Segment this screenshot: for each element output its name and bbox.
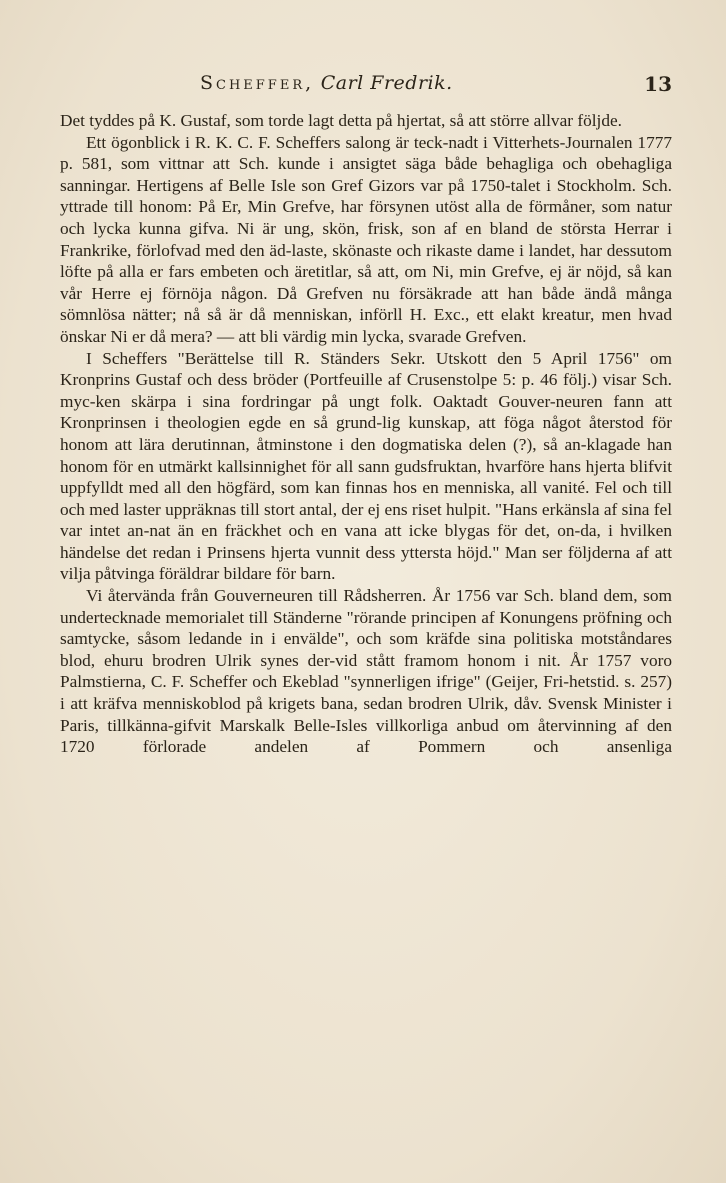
running-head bbox=[200, 72, 453, 94]
running-head-given-names: Carl Fredrik. bbox=[320, 72, 453, 94]
paragraph: Ett ögonblick i R. K. C. F. Scheffers salong är teck-nadt i Vitterhets-Journalen 1777 p. 581, som vittnar att Sch. kunde i ansigtet säga både behagliga och obehagliga sanningar. Hertigens af Belle Isle son Gref Gizors var på 1750-talet i Stockholm. Sch. yttrade till honom: På Er, Min Grefve, har försynen utöst alla de förmåner, som natur och lycka kunna gifva. Ni är ung, skön, frisk, son af en bland de största Herrar i Frankrike, förlofvad med den äd-laste, skönaste och rikaste dame i landet, har dessutom löfte på alla er fars embeten och äretitlar, så att, om Ni, min Grefve, ej är nöjd, så kan vår Herre ej förnöja någon. Då Grefven nu försäkrade att han både ändå många sömnlösa nätter; nå så är då menniskan, införll H. Exc., ett elakt kreatur, men hvad önskar Ni er då mera? — att bli värdig min lycka, svarade Grefven. bbox=[60, 132, 672, 346]
paragraph: Vi återvända från Gouverneuren till Rådsherren. År 1756 var Sch. bland dem, som undertecknade memorialet till Ständerne "rörande principen af Konungens pröfning och samtycke, såsom ledande in i envälde", och som kräfde sina politiska motståndares blod, ehuru brodren Ulrik synes der-vid stått framom honom i nit. År 1757 voro Palmstierna, C. F. Scheffer och Ekeblad "synnerligen ifrige" (Geijer, Fri-hetstid. s. 257) i att kräfva menniskoblod på krigets bana, sedan brodren Ulrik, dåv. Svensk Minister i Paris, tillkänna-gifvit Marskalk Belle-Isles villkorliga anbud om återvinning af den 1720 förlorade andelen af Pommern och ansenliga bbox=[60, 586, 672, 757]
body-text bbox=[60, 110, 672, 758]
running-head-surname: Scheffer, bbox=[200, 72, 315, 94]
paragraph: Det tyddes på K. Gustaf, som torde lagt detta på hjertat, så att större allvar följde. bbox=[60, 111, 622, 130]
paragraph: I Scheffers "Berättelse till R. Ständers Sekr. Utskott den 5 April 1756" om Kronprins Gustaf och dess bröder (Portfeuille af Crusenstolpe 5: p. 46 följ.) visar Sch. myc-ken skärpa i sina fordringar på ungt folk. Oaktadt Gouver-neuren fann att Kronprinsen i theologien egde en så grund-lig kunskap, att föga något återstod för honom att lära derutinnan, åtminstone i den dogmatiska delen (?), så an-klagade han honom för en utmärkt kallsinnighet för all sann gudsfruktan, hvarföre hans hjerta blifvit uppfylldt med all den högfärd, som kan finnas hos en menniska, all vanité. Fel och till och med laster uppräknas till stort antal, der ej ens riset hulpit. "Hans erkänsla af sina fel var intet an-nat än en fräckhet och en vana att icke blygas för det, on-da, i hvilken händelse det redan i Prinsens hjerta vunnit dess yttersta höjd." Man ser följderna af att vilja påtvinga föräldrar bildare för barn. bbox=[60, 348, 672, 584]
page-header bbox=[60, 72, 672, 100]
page-number: 13 bbox=[644, 72, 672, 96]
